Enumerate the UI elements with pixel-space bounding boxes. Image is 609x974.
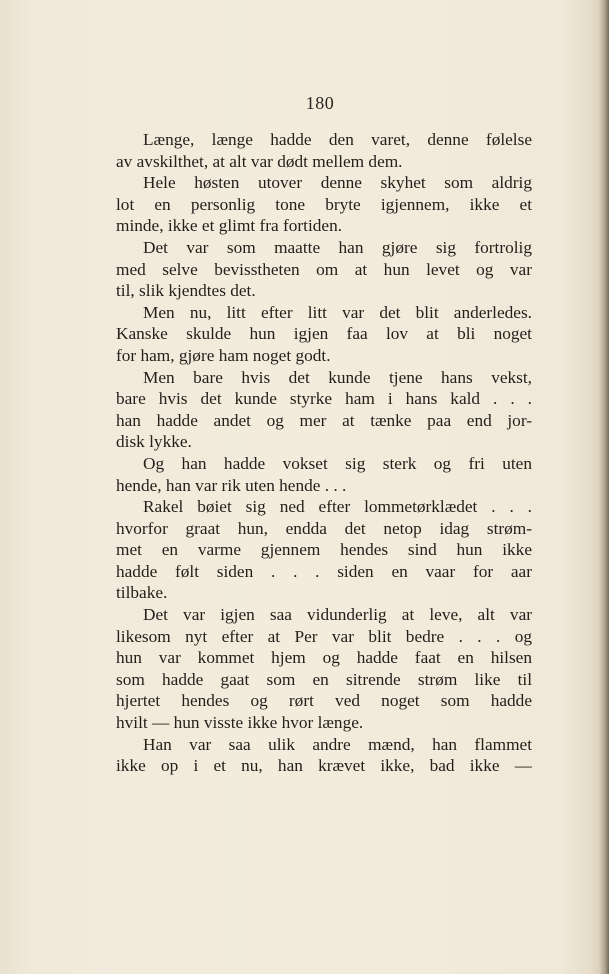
- text-line: disk lykke.: [116, 432, 192, 452]
- text-line: minde, ikke et glimt fra fortiden.: [116, 216, 343, 236]
- text-line: Og han hadde vokset sig sterk og fri uten: [143, 453, 532, 473]
- text-line: ikke op i et nu, han krævet ikke, bad ikke —: [116, 756, 532, 776]
- text-line: Det var igjen saa vidunderlig at leve, alt var: [143, 605, 532, 625]
- text-line: hvilt — hun visste ikke hvor længe.: [116, 713, 364, 733]
- text-line: Men nu, litt efter litt var det blit anderledes.: [143, 302, 532, 322]
- text-line: likesom nyt efter at Per var blit bedre . . . og: [116, 626, 532, 646]
- text-line: som hadde gaat som en sitrende strøm like til: [116, 669, 532, 689]
- text-line: Det var som maatte han gjøre sig fortrolig: [143, 237, 532, 257]
- text-line: Rakel bøiet sig ned efter lommetørklædet . . .: [143, 497, 532, 517]
- text-line: tilbake.: [116, 583, 168, 603]
- text-line: med selve bevisstheten om at hun levet og var: [116, 259, 532, 279]
- text-line: for ham, gjøre ham noget godt.: [116, 345, 331, 365]
- text-line: hende, han var rik uten hende . . .: [116, 475, 347, 495]
- text-line: lot en personlig tone bryte igjennem, ikke et: [116, 194, 532, 214]
- text-line: met en varme gjennem hendes sind hun ikke: [116, 540, 532, 560]
- text-line: av avskilthet, at alt var dødt mellem dem.: [116, 151, 403, 171]
- page-edge-shadow: [599, 0, 609, 974]
- text-line: bare hvis det kunde styrke ham i hans kald . . .: [116, 389, 532, 409]
- text-line: Hele høsten utover denne skyhet som aldrig: [143, 173, 532, 193]
- text-line: hun var kommet hjem og hadde faat en hilsen: [116, 648, 532, 668]
- text-line: hjertet hendes og rørt ved noget som hadde: [116, 691, 532, 711]
- text-line: til, slik kjendtes det.: [116, 281, 256, 301]
- text-line: Han var saa ulik andre mænd, han flammet: [143, 734, 532, 754]
- body-text: [116, 129, 532, 777]
- text-line: Men bare hvis det kunde tjene hans vekst,: [143, 367, 532, 387]
- page-number: 180: [305, 93, 335, 113]
- text-line: Kanske skulde hun igjen faa lov at bli noget: [116, 324, 532, 344]
- text-line: hadde følt siden . . . siden en vaar for aar: [116, 561, 532, 581]
- text-line: Længe, længe hadde den varet, denne følelse: [143, 130, 532, 149]
- text-line: hvorfor graat hun, endda det netop idag strøm-: [116, 518, 532, 538]
- text-line: han hadde andet og mer at tænke paa end jor-: [116, 410, 532, 430]
